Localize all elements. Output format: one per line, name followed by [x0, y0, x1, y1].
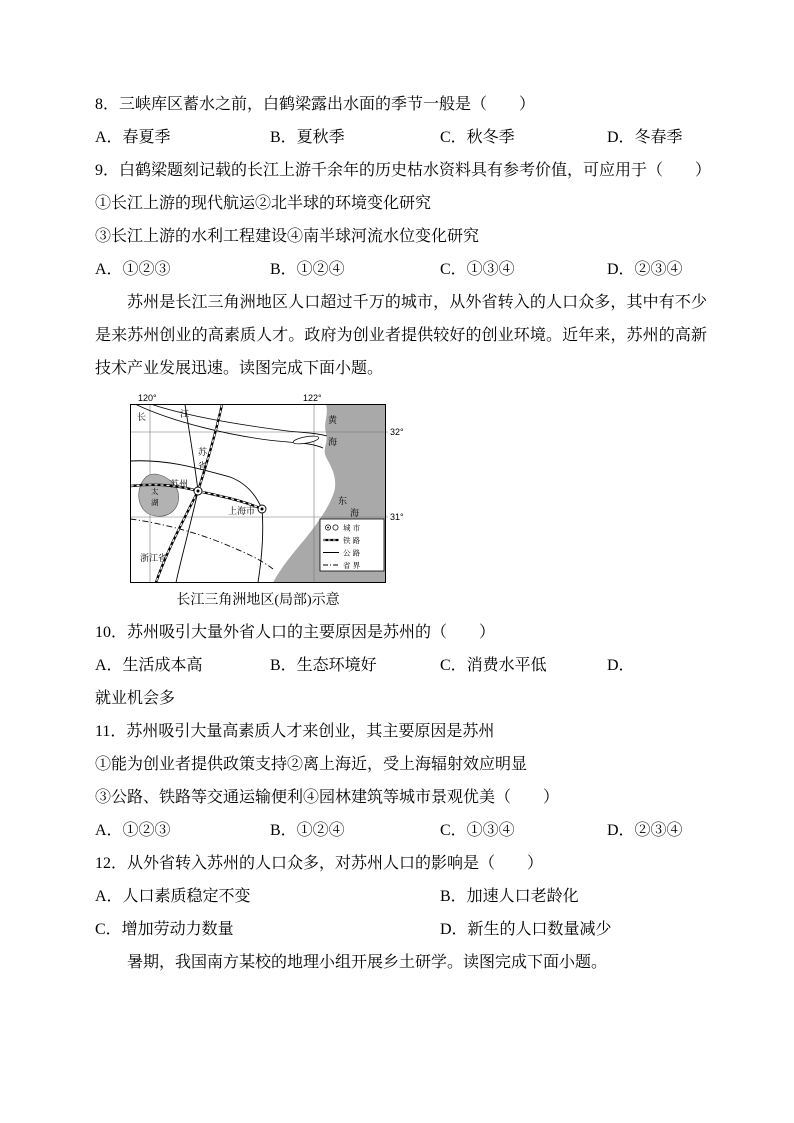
map-caption: 长江三角洲地区(局部)示意	[176, 593, 340, 608]
question-11-items-1-2: ①能为创业者提供政策支持②离上海近，受上海辐射效应明显	[95, 756, 528, 773]
question-12-options-row-1	[95, 880, 707, 913]
map-figure	[130, 391, 422, 612]
question-10-option-b: B．生态环境好	[270, 657, 377, 674]
yellow-sea-label-char-1: 黄	[328, 415, 338, 425]
question-10-stem: 10．苏州吸引大量外省人口的主要原因是苏州的（ ）	[95, 624, 496, 641]
question-8-option-c: C．秋冬季	[440, 129, 515, 146]
yangtze-label-char-1: 长	[137, 412, 147, 422]
map-latitude-32-label: 32°	[390, 427, 404, 437]
yangtze-label-char-2: 江	[180, 409, 190, 419]
legend-city-symbol-2	[333, 525, 338, 530]
question-10-option-c: C．消费水平低	[440, 657, 547, 674]
suzhou-label: 苏州	[170, 479, 189, 489]
question-11-items-3-4: ③公路、铁路等交通运输便利④园林建筑等城市景观优美（ ）	[95, 789, 560, 806]
legend-city-label: 城 市	[343, 523, 361, 533]
shanghai-city-dot	[261, 508, 264, 511]
question-12-option-a: A．人口素质稳定不变	[95, 888, 251, 905]
question-8-stem: 8．三峡库区蓄水之前，白鹤梁露出水面的季节一般是（ ）	[95, 96, 536, 113]
taihu-label-char-1: 太	[151, 487, 159, 496]
question-11-stem: 11．苏州吸引大量高素质人才来创业，其主要原因是苏州	[95, 723, 495, 740]
legend-city-symbol-dot	[327, 527, 329, 529]
taihu-label-char-2: 湖	[151, 498, 159, 507]
question-8-options	[95, 121, 707, 154]
legend-boundary-label: 省 界	[343, 561, 361, 570]
question-10-option-d: D．	[607, 657, 635, 674]
question-11-options	[95, 814, 707, 847]
question-9-option-a: A．①②③	[95, 261, 171, 278]
east-sea-label-char-2: 海	[350, 508, 360, 518]
question-11-option-a: A．①②③	[95, 822, 171, 839]
suzhou-city-dot	[197, 490, 200, 493]
yangtze-delta-map	[130, 391, 422, 588]
map-longitude-122-label: 122°	[303, 393, 322, 403]
map-latitude-31-label: 31°	[390, 512, 404, 522]
question-12-options-row-2	[95, 913, 707, 946]
question-9-option-b: B．①②④	[270, 261, 345, 278]
question-9-stem: 9．白鹤梁题刻记载的长江上游千余年的历史枯水资料具有参考价值，可应用于（ ）	[95, 162, 712, 179]
question-11-option-d: D．②③④	[607, 822, 683, 839]
yellow-sea-label-char-2: 海	[328, 437, 338, 447]
question-9-items-1-2: ①长江上游的现代航运②北半球的环境变化研究	[95, 195, 432, 212]
suzhou-intro-paragraph: 苏州是长江三角洲地区人口超过千万的城市，从外省转入的人口众多，其中有不少是来苏州创业的高素质人才。政府为创业者提供较好的创业环境。近年来，苏州的高新技术产业发展迅速。读图完成下面小题。	[95, 294, 707, 377]
exam-content	[95, 88, 712, 979]
legend-road-label: 公 路	[343, 548, 361, 558]
question-9-options	[95, 253, 707, 286]
question-8-option-b: B．夏秋季	[270, 129, 345, 146]
question-12-stem: 12．从外省转入苏州的人口众多，对苏州人口的影响是（ ）	[95, 855, 544, 872]
question-12-option-c: C．增加劳动力数量	[95, 921, 234, 938]
question-11-option-c: C．①③④	[440, 822, 515, 839]
zhejiang-label: 浙江省	[140, 553, 168, 563]
question-10-options	[95, 649, 707, 682]
question-8-option-d: D．冬春季	[607, 129, 683, 146]
east-sea-label-char-1: 东	[338, 496, 348, 506]
fieldwork-intro-paragraph: 暑期，我国南方某校的地理小组开展乡土研学。读图完成下面小题。	[127, 954, 608, 971]
map-legend	[320, 519, 384, 571]
map-longitude-120-label: 120°	[138, 393, 157, 403]
question-10-option-d-wrapped-text: 就业机会多	[95, 690, 176, 707]
shanghai-label: 上海市	[228, 506, 256, 516]
question-9-items-3-4: ③长江上游的水利工程建设④南半球河流水位变化研究	[95, 228, 480, 245]
question-9-option-c: C．①③④	[440, 261, 515, 278]
question-9-option-d: D．②③④	[607, 261, 683, 278]
jiangsu-label-char-2: 省	[198, 461, 208, 471]
question-8-option-a: A．春夏季	[95, 129, 171, 146]
question-12-option-d: D．新生的人口数量减少	[440, 921, 612, 938]
question-12-option-b: B．加速人口老龄化	[440, 888, 579, 905]
legend-railway-label: 铁 路	[343, 536, 361, 545]
question-10-option-a: A．生活成本高	[95, 657, 203, 674]
question-11-option-b: B．①②④	[270, 822, 345, 839]
jiangsu-label-char-1: 苏	[198, 447, 208, 457]
